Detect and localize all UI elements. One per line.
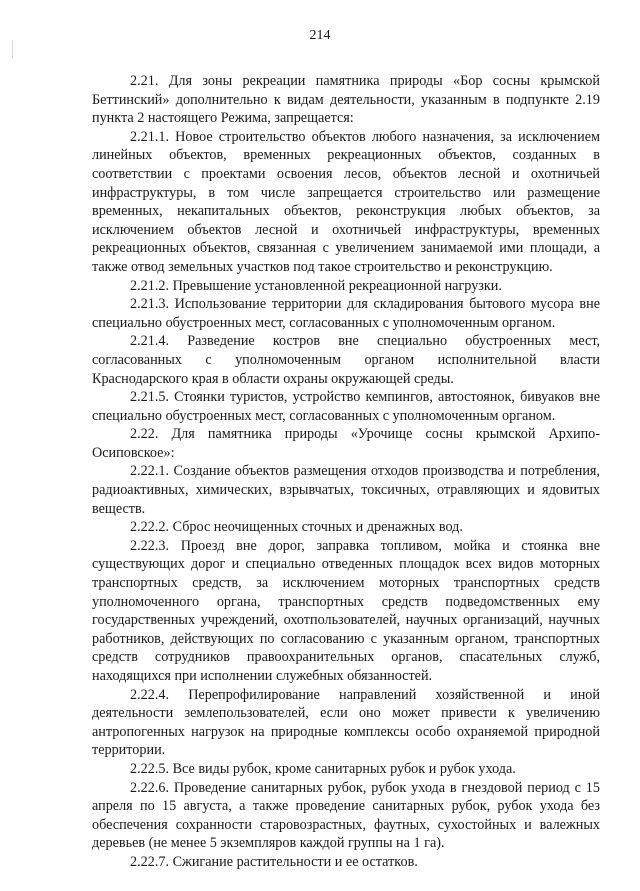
- paragraph-2-22-5: 2.22.5. Все виды рубок, кроме санитарных рубок и рубок ухода.: [130, 760, 516, 777]
- paragraph-2-22-7: 2.22.7. Сжигание растительности и ее остатков.: [130, 853, 418, 870]
- paragraph-2-22: 2.22. Для памятника природы «Урочище сосны крымской Архипо-Осиповское»:: [92, 426, 600, 461]
- paragraph-2-21-1: 2.21.1. Новое строительство объектов любого назначения, за исключением линейных объектов, временных рекреационных объектов, созданных в соответствии с проектами освоения лесов, объектов лесной и охотничьей инфраструктуры, в том числе запрещается строительство или размещение временных, некапитальных объектов, реконструкция любых объектов, за исключением объектов лесной и охотничьей инфраструктуры, временных рекреационных объектов, связанная с увеличением занимаемой ими площади, а также отвод земельных участков под такое строительство и реконструкцию.: [92, 128, 600, 275]
- paragraph-2-22-1: 2.22.1. Создание объектов размещения отходов производства и потребления, радиоактивных, химических, взрывчатых, токсичных, отравляющих и ядовитых веществ.: [92, 463, 600, 517]
- page-number: 214: [309, 28, 331, 43]
- paragraph-2-21: 2.21. Для зоны рекреации памятника природы «Бор сосны крымской Беттинский» дополнительно к видам деятельности, указанным в подпункте 2.19 пункта 2 настоящего Режима, запрещается:: [92, 73, 600, 127]
- paragraph-2-22-4: 2.22.4. Перепрофилирование направлений хозяйственной и иной деятельности землепользователей, если оно может привести к увеличению антропогенных нагрузок на природные комплексы особо охраняемой природной территории.: [92, 686, 600, 759]
- paragraph-2-21-2: 2.21.2. Превышение установленной рекреационной нагрузки.: [130, 277, 502, 294]
- paragraph-2-22-3: 2.22.3. Проезд вне дорог, заправка топливом, мойка и стоянка вне существующих дорог и специально отведенных площадок всех видов моторных транспортных средств, за исключением моторных транспортных средств уполномоченного органа, транспортных средств подведомственных ему государственных учреждений, охотпользователей, научных организаций, научных работников, действующих по согласованию с указанным органом, транспортных средств сотрудников правоохранительных органов, спасательных служб, находящихся при исполнении служебных обязанностей.: [92, 537, 600, 684]
- paragraph-2-21-5: 2.21.5. Стоянки туристов, устройство кемпингов, автостоянок, бивуаков вне специально обустроенных мест, согласованных с уполномоченным органом.: [92, 389, 600, 424]
- document-body: [92, 72, 600, 872]
- paragraph-2-21-4: 2.21.4. Разведение костров вне специально обустроенных мест, согласованных с уполномоченным органом исполнительной власти Краснодарского края в области охраны окружающей среды.: [92, 333, 600, 387]
- paragraph-2-22-6: 2.22.6. Проведение санитарных рубок, рубок ухода в гнездовой период с 15 апреля по 15 августа, а также проведение санитарных рубок, рубок ухода без обеспечения сохранности старовозрастных, фаутных, сухостойных и валежных деревьев (не менее 5 экземпляров каждой группы на 1 га).: [92, 779, 600, 852]
- paragraph-2-21-3: 2.21.3. Использование территории для складирования бытового мусора вне специально обустроенных мест, согласованных с уполномоченным органом.: [92, 296, 600, 331]
- paragraph-2-22-2: 2.22.2. Сброс неочищенных сточных и дренажных вод.: [130, 519, 463, 536]
